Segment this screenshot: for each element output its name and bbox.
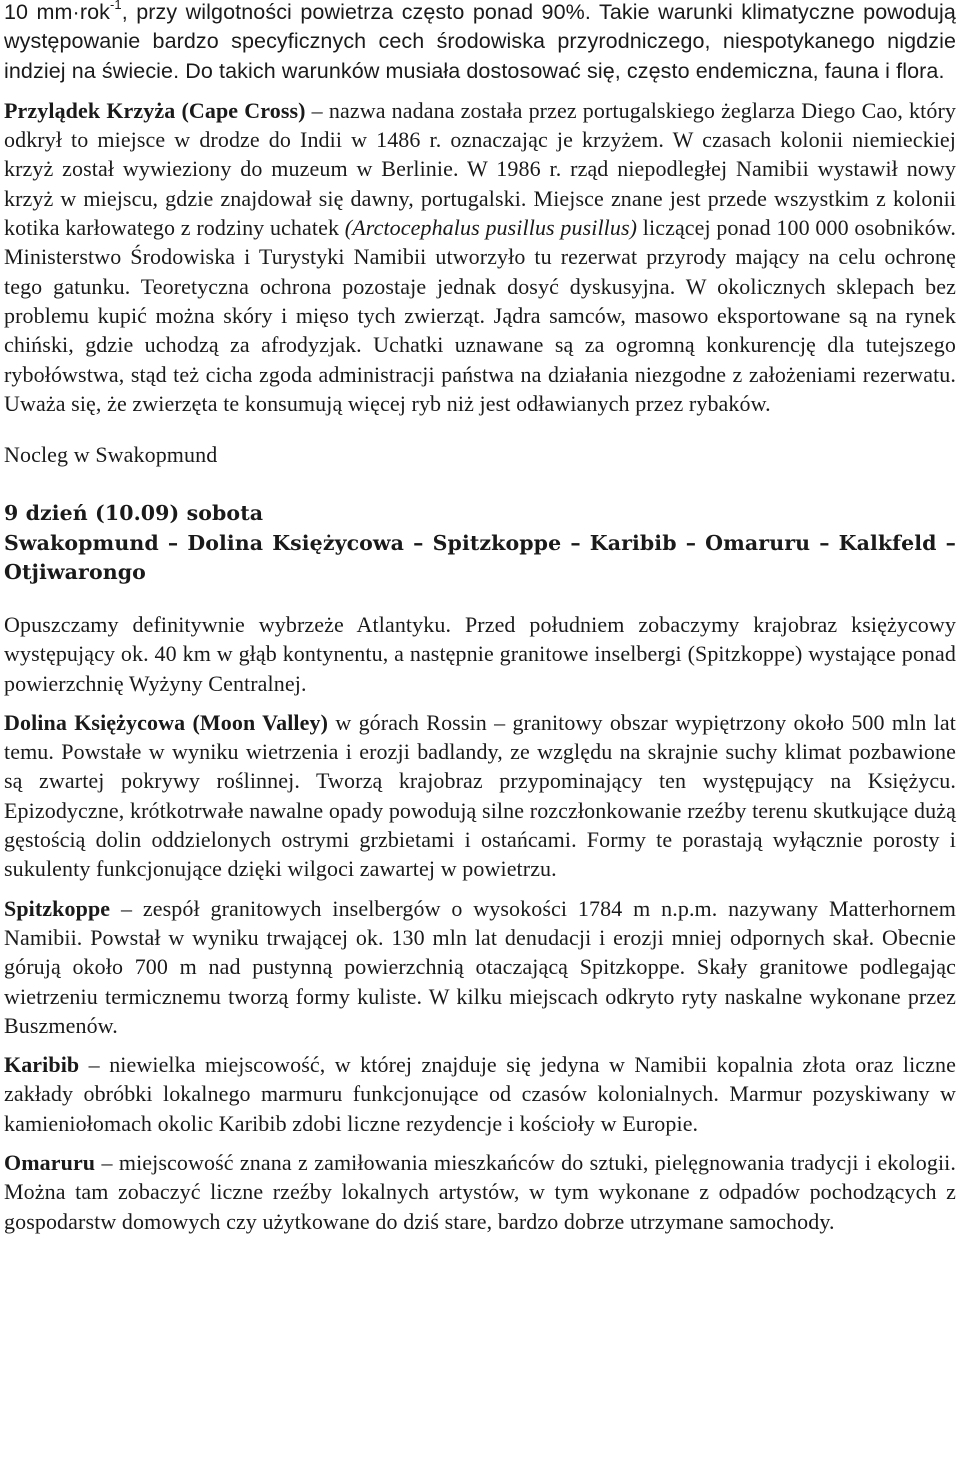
intro-paragraph xyxy=(4,0,956,86)
overnight-line: Nocleg w Swakopmund xyxy=(4,442,218,468)
moon-valley-paragraph xyxy=(4,708,956,884)
day-route: Swakopmund – Dolina Księżycowa – Spitzkoppe – Karibib – Omaruru – Kalkfeld – Otjiwarongo xyxy=(4,530,956,585)
cape-cross-text-2: oznaczając je krzyżem. W czasach kolonii niemieckiej krzyż został wywieziony do muzeum w Berlinie. W 1986 r. rząd niepodległej Namibii wystawił nowy krzyż w miejscu, gdzie znajdował się dawny, portugalski. Miejsce znane jest przede wszystkim z kolonii kotika karłowatego z rodziny uchatek xyxy=(4,127,956,241)
karibib-paragraph xyxy=(4,1050,956,1138)
cape-cross-term: Przylądek Krzyża (Cape Cross) xyxy=(4,97,306,123)
cape-cross-paragraph xyxy=(4,96,956,418)
cape-cross-text-1: – nazwa nadana została przez portugalskiego żeglarza Diego Cao, który odkrył to miejsce w drodze do Indii w 1486 r. xyxy=(4,97,956,153)
omaruru-text: – miejscowość znana z zamiłowania mieszkańców do sztuki, pielęgnowania tradycji i ekologii. Można tam zobaczyć liczne rzeźby lokalnych artystów, w tym wykonane z odpadów pochodzących z gospodarstw domowych czy użytkowane do dziś stare, bardzo dobrze utrzymane samochody. xyxy=(4,1150,956,1234)
intro-superscript: -1 xyxy=(109,0,122,12)
spitzkoppe-term: Spitzkoppe xyxy=(4,895,111,921)
omaruru-paragraph xyxy=(4,1148,956,1236)
karibib-text: – niewielka miejscowość, w której znajduje się jedyna w Namibii kopalnia złota oraz liczne zakłady obróbki lokalnego marmuru funkcjonujące od czasów kolonialnych. Marmur pozyskiwany w kamieniołomach okolic Karibib zdobi liczne rezydencje i kościoły w Europie. xyxy=(4,1052,956,1136)
omaruru-term: Omaruru xyxy=(4,1150,96,1175)
spitzkoppe-paragraph xyxy=(4,894,956,1040)
intro-text-start: 10 mm·rok xyxy=(4,0,110,24)
cape-cross-latin-name: (Arctocephalus pusillus pusillus) xyxy=(344,215,638,241)
spitzkoppe-text: – zespół granitowych inselbergów o wysokości 1784 m n.p.m. nazywany Matterhornem Namibii. Powstał w wyniku trwającej ok. 130 mln lat denudacji i erozji mniej odpornych skał. Obecnie górują około 700 m nad pustynną powierzchnią otaczającą Spitzkoppe. Skały granitowe podlegając wietrzeniu termicznemu tworzą formy kuliste. W kilku miejscach odkryto ryty naskalne wykonane przez Buszmenów. xyxy=(4,895,956,1038)
intro-text-rest: , przy wilgotności powietrza często ponad 90%. Takie warunki klimatyczne powodują występowanie bardzo specyficznych cech środowiska przyrodniczego, niespotykanego nigdzie indziej na świecie. Do takich warunków musiała dostosować się, często endemiczna, fauna i flora. xyxy=(4,0,956,83)
moon-valley-term: Dolina Księżycowa (Moon Valley) xyxy=(4,709,329,735)
moon-valley-text: w górach Rossin – granitowy obszar wypiętrzony około 500 mln lat temu. Powstałe w wyniku wietrzenia i erozji badlandy, ze względu na skrajnie suchy klimat pozbawione są zwartej pokrywy roślinnej. Tworzą krajobraz przypominający ten występujący na Księżycu. Epizodyczne, krótkotrwałe nawalne opady powodują silne rozczłonkowanie rzeźby terenu skutkujące dużą gęstością dolin oddzielonych ostrymi grzbietami i ostańcami. Formy te porastają wyłącznie porosty i sukulenty funkcjonujące dzięki wilgoci zawartej w powietrzu. xyxy=(4,709,956,882)
document-page xyxy=(4,0,956,1236)
karibib-term: Karibib xyxy=(4,1052,80,1078)
cape-cross-text-3: liczącej ponad 100 000 osobników. Ministerstwo Środowiska i Turystyki Namibii utworzyło tu rezerwat przyrody mający na celu ochronę tego gatunku. Teoretyczna ochrona pozostaje jednak dosyć dyskusyjna. W okolicznych sklepach bez problemu kupić można skóry i mięso tych zwierząt. Jądra samców, masowo eksportowane są na rynek chiński, gdzie uchodzą za afrodyzjak. Uchatki uznawane są za ogromną konkurencję dla tutejszego rybołówstwa, stąd też cicha zgoda administracji państwa na działania niezgodne z założeniami rezerwatu. Uważa się, że zwierzęta te konsumują więcej ryb niż jest odławianych przez rybaków. xyxy=(4,215,957,416)
day-intro-paragraph: Opuszczamy definitywnie wybrzeże Atlantyku. Przed południem zobaczymy krajobraz księżycowy występujący ok. 40 km w głąb kontynentu, a następnie granitowe inselbergi (Spitzkoppe) wystające ponad powierzchnię Wyżyny Centralnej. xyxy=(4,611,956,696)
day-heading: 9 dzień (10.09) sobota xyxy=(4,501,264,526)
